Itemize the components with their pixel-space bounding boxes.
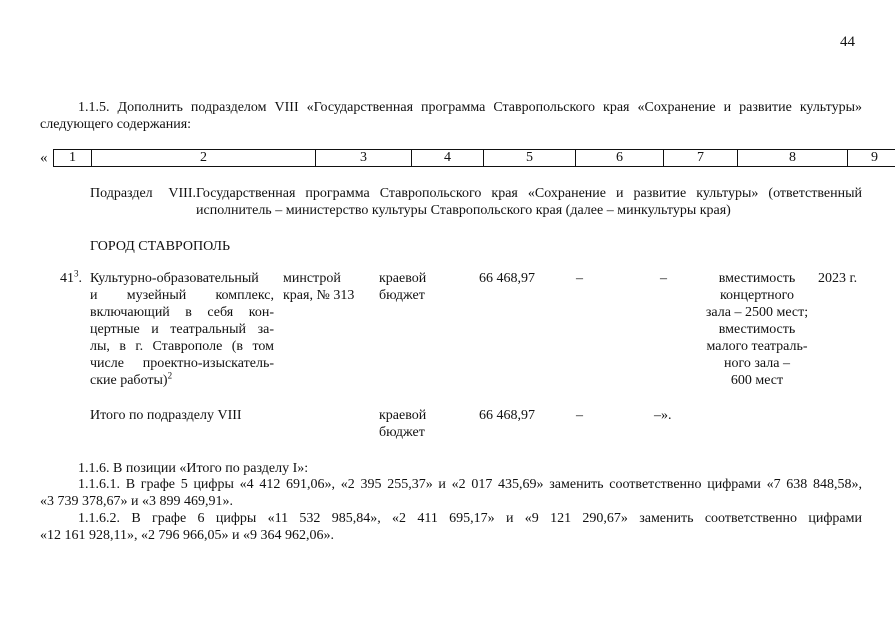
total-label: Итого по подразделу VIII — [90, 408, 242, 423]
column-number-header — [53, 149, 895, 167]
funding-source — [379, 270, 439, 304]
header-col-4: 4 — [412, 150, 484, 167]
header-col-9: 9 — [848, 150, 895, 167]
col8-line: ного зала – — [724, 356, 790, 371]
intro-line-2: следующего содержания: — [40, 117, 192, 132]
object-name-line: цертные и театральный за- — [90, 322, 274, 337]
object-name-line: ские работы) — [90, 373, 168, 388]
paragraph-1-1-6-text: 1.1.6. В позиции «Итого по разделу I»: — [78, 461, 309, 476]
intro-paragraph — [40, 99, 862, 133]
total-funding-source — [379, 407, 439, 441]
city-heading: ГОРОД СТАВРОПОЛЬ — [90, 239, 231, 254]
paragraph-1-1-6-1-line-1: 1.1.6.1. В графе 5 цифры «4 412 691,06», «2 395 255,37» и «2 017 435,69» заменить соответственно цифрами «7 638 848,58», — [78, 477, 862, 492]
completion-year: 2023 г. — [818, 271, 858, 286]
col8-line: концертного — [719, 288, 795, 303]
header-col-3: 3 — [316, 150, 412, 167]
object-name-line: и музейный комплекс, — [90, 288, 274, 303]
object-name-line: числе проектно-изыскатель- — [90, 356, 274, 371]
paragraph-1-1-6-2 — [40, 510, 862, 544]
paragraph-1-1-6-1 — [40, 476, 862, 510]
col8-line: зала – 2500 мест; — [705, 305, 809, 320]
subsection-line-1: Государственная программа Ставропольского края «Сохранение и развитие культуры» (ответственный — [196, 186, 862, 201]
col8-line: вместимость — [718, 271, 796, 286]
col8-line: 600 мест — [730, 373, 784, 388]
amount-col6: – — [576, 271, 583, 286]
amount-col7: – — [660, 271, 667, 286]
paragraph-1-1-6-2-line-1: 1.1.6.2. В графе 6 цифры «11 532 985,84», «2 411 695,17» и «9 121 290,67» заменить соответственно цифрами — [78, 511, 862, 526]
open-quote: « — [40, 150, 48, 166]
object-name-sup: 2 — [167, 370, 173, 381]
total-col4-line: бюджет — [379, 425, 425, 440]
col8-line: вместимость — [718, 322, 796, 337]
header-col-6: 6 — [576, 150, 664, 167]
subsection-label: Подраздел VIII. — [90, 186, 196, 201]
total-amount-col6: – — [576, 408, 583, 423]
col3-line: минстрой — [283, 271, 341, 286]
object-name-line: лы, в г. Ставрополе (в том — [90, 339, 274, 354]
header-col-5: 5 — [484, 150, 576, 167]
subsection-title — [90, 185, 862, 219]
col8-line: малого театраль- — [706, 339, 808, 354]
paragraph-1-1-6-2-line-2: «12 161 928,11», «2 796 966,05» и «9 364 962,06». — [40, 528, 334, 543]
intro-line-1: 1.1.5. Дополнить подразделом VIII «Государственная программа Ставропольского края «Сохранение и развитие культуры» — [78, 100, 862, 115]
total-amount-col7: –». — [654, 408, 672, 423]
header-col-2: 2 — [92, 150, 316, 167]
col4-line: краевой — [379, 271, 427, 286]
paragraph-1-1-6 — [40, 460, 862, 477]
object-name-line: Культурно-образовательный — [90, 271, 259, 286]
row-number-sup: 3 — [74, 268, 79, 279]
total-col4-line: краевой — [379, 408, 427, 423]
total-amount-col5: 66 468,97 — [479, 408, 535, 423]
subsection-line-2: исполнитель – министерство культуры Ставропольского края (далее – минкультуры края) — [196, 203, 731, 218]
capacity-description — [698, 270, 816, 389]
object-name — [90, 270, 274, 389]
header-col-8: 8 — [738, 150, 848, 167]
page-number: 44 — [840, 34, 855, 50]
col4-line: бюджет — [379, 288, 425, 303]
amount-col5: 66 468,97 — [479, 271, 535, 286]
header-col-1: 1 — [54, 150, 92, 167]
row-number: $41^3$. — [60, 268, 82, 286]
object-name-line: включающий в себя кон- — [90, 305, 274, 320]
paragraph-1-1-6-1-line-2: «3 739 378,67» и «3 899 469,91». — [40, 494, 233, 509]
responsible-executor — [283, 270, 373, 304]
col3-line: края, № 313 — [283, 288, 355, 303]
header-col-7: 7 — [664, 150, 738, 167]
row-number-value: 41 — [60, 271, 74, 286]
